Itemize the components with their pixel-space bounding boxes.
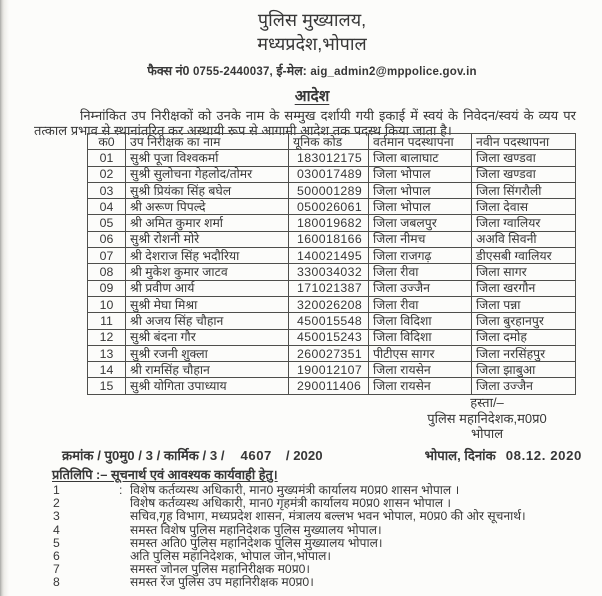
table-cell: सुश्री मेघा मिश्रा: [126, 296, 289, 312]
table-cell: सुश्री पूजा विश्वकर्मा: [126, 150, 289, 166]
table-cell: 14: [88, 362, 126, 378]
table-row: [88, 378, 576, 394]
table-cell: 183012175: [289, 150, 369, 166]
reference-row: [62, 446, 582, 464]
table-row: [88, 215, 576, 231]
table-cell: श्री मुकेश कुमार जाटव: [126, 264, 289, 280]
item-text: सचिव,गृह विभाग, मध्यप्रदेश शासन, मंत्रालय बल्लभ भवन भोपाल, म0प्र0 की ओर सूचनार्थ।: [130, 509, 526, 524]
table-cell: जिला भोपाल: [369, 166, 472, 182]
item-number: 8: [53, 575, 60, 590]
table-row: [88, 296, 576, 312]
table-row: [88, 280, 576, 296]
table-cell: जिला विदिशा: [369, 313, 472, 329]
item-text: विशेष कर्तव्यस्थ अधिकारी, मान0 मुख्यमंत्री कार्यालय म0प्र0 शासन भोपाल ।: [130, 483, 460, 497]
table-row: [88, 329, 576, 345]
table-cell: सुश्री प्रियंका सिंह बघेल: [126, 182, 289, 198]
item-number: 5: [53, 535, 60, 550]
reference-year: / 2020: [285, 448, 323, 463]
signed-label: हस्ता/–: [470, 395, 504, 410]
table-row: [88, 199, 576, 215]
order-paragraph: निम्नांकित उप निरीक्षकों को उनके नाम के सम्मुख दर्शायी गयी इकाई में स्वयं के निवेदन/स्वयं के व्यय पर तत्काल प्रभाव से स्थानांतरित कर अस्थायी रूप से आगामी आदेश तक पदस्थ किया जाता है।: [34, 108, 576, 138]
table-cell: जिला उज्जैन: [369, 280, 472, 296]
table-cell: 330034032: [289, 264, 369, 280]
table-cell: श्री प्रवीण आर्य: [126, 280, 289, 296]
table-cell: 04: [88, 199, 126, 215]
table-row: [88, 182, 576, 198]
copy-distribution-list: [0, 484, 602, 590]
table-cell: 08: [88, 264, 126, 280]
order-heading: आदेश: [294, 88, 330, 105]
list-item: [0, 537, 602, 550]
header-name: उप निरीक्षक का नाम: [126, 134, 289, 150]
table-cell: 260027351: [289, 345, 369, 361]
header-new-posting: नवीन पदस्थापना: [472, 134, 576, 150]
table-cell: जिला रायसेन: [369, 378, 472, 394]
fax-label: फैक्स नं0: [147, 64, 190, 78]
table-row: [88, 345, 576, 361]
table-cell: जिला खण्डवा: [472, 150, 576, 166]
item-number: 2: [53, 496, 60, 511]
table-cell: जिला सागर: [472, 264, 576, 280]
place-date-label: भोपाल, दिनांक: [424, 448, 496, 463]
fax-number: 0755-2440037,: [192, 66, 273, 78]
table-cell: 07: [88, 248, 126, 264]
signature-block: [392, 395, 582, 442]
table-cell: जिला देवास: [472, 199, 576, 215]
item-number: 7: [53, 562, 60, 577]
signatory-place: भोपाल: [470, 426, 504, 441]
table-cell: श्री अमित कुमार शर्मा: [126, 215, 289, 231]
table-row: [88, 166, 576, 182]
table-cell: 140021495: [289, 248, 369, 264]
table-cell: 160018166: [289, 231, 369, 247]
table-cell: जिला दमोह: [472, 329, 576, 345]
table-cell: जिला ग्वालियर: [472, 215, 576, 231]
transfer-table-body: [88, 150, 576, 394]
table-cell: 180019682: [289, 215, 369, 231]
table-cell: 450015243: [289, 329, 369, 345]
table-cell: अअवि सिवनी: [472, 231, 576, 247]
copy-section-heading: प्रतिलिपि :– सूचनार्थ एवं आवश्यक कार्यवाही हेतु।: [52, 467, 278, 482]
table-cell: जिला रायसेन: [369, 362, 472, 378]
item-colon: :: [119, 483, 123, 497]
table-cell: जिला रीवा: [369, 264, 472, 280]
table-cell: 030017489: [289, 166, 369, 182]
table-cell: सुश्री योगिता उपाध्याय: [126, 378, 289, 394]
table-row: [88, 150, 576, 166]
email-address: aig_admin2@mppolice.gov.in: [310, 66, 477, 78]
table-cell: सुश्री रजनी शुक्ला: [126, 345, 289, 361]
table-cell: 290011406: [289, 378, 369, 394]
table-row: [88, 248, 576, 264]
table-cell: श्री अरूण पिपल्दे: [126, 199, 289, 215]
item-text: समस्त विशेष पुलिस महानिदेशक पुलिस मुख्यालय भोपाल।: [130, 522, 382, 537]
item-text: समस्त रेंज पुलिस उप महानिरीक्षक म0प्र0।: [130, 575, 314, 590]
item-number: 6: [53, 548, 60, 563]
org-subtitle: मध्यप्रदेश,भोपाल: [257, 34, 367, 54]
table-cell: जिला सिंगरौली: [472, 182, 576, 198]
org-title: पुलिस मुख्यालय,: [257, 10, 367, 30]
table-cell: 500001289: [289, 182, 369, 198]
table-cell: 13: [88, 345, 126, 361]
item-text: समस्त जोनल पुलिस महानिरीक्षक म0प्र0।: [130, 562, 311, 577]
table-cell: 05: [88, 215, 126, 231]
list-item: [0, 576, 602, 589]
table-cell: जिला नरसिंहपुर: [472, 345, 576, 361]
email-label: ई-मेल:: [276, 64, 307, 78]
header-unique-code: यूनिक कोड: [289, 134, 369, 150]
table-cell: जिला खरगौन: [472, 280, 576, 296]
contact-line: [22, 62, 602, 79]
item-text: विशेष कर्तव्यस्थ अधिकारी, मान0 गृहमंत्री कार्यालय म0प्र0 शासन भोपाल ।: [130, 496, 452, 511]
header-current-posting: वर्तमान पदस्थापना: [369, 134, 472, 150]
list-item: [0, 510, 602, 523]
table-row: [88, 264, 576, 280]
table-cell: 050026061: [289, 199, 369, 215]
table-cell: जिला पन्ना: [472, 296, 576, 312]
table-cell: जिला विदिशा: [369, 329, 472, 345]
table-cell: 11: [88, 313, 126, 329]
table-cell: 12: [88, 329, 126, 345]
table-cell: पीटीएस सागर: [369, 345, 472, 361]
transfer-table: [87, 133, 576, 395]
table-cell: जिला राजगढ़: [369, 248, 472, 264]
table-cell: 15: [88, 378, 126, 394]
table-cell: जिला बुरहानपुर: [472, 313, 576, 329]
reference-number-text: क्रमांक / पु0मु0 / 3 / कार्मिक / 3 /: [62, 448, 225, 463]
table-cell: 450015548: [289, 313, 369, 329]
table-cell: जिला भोपाल: [369, 182, 472, 198]
table-cell: श्री देशराज सिंह भदौरिया: [126, 248, 289, 264]
reference-number: [62, 446, 323, 464]
table-row: [88, 231, 576, 247]
order-date: 08.12. 2020: [505, 448, 582, 463]
table-cell: 190012107: [289, 362, 369, 378]
table-cell: जिला उज्जैन: [472, 378, 576, 394]
table-cell: 01: [88, 150, 126, 166]
table-cell: सुश्री बंदना गौर: [126, 329, 289, 345]
table-cell: जिला जबलपुर: [369, 215, 472, 231]
item-text: अति पुलिस महानिदेशक, भोपाल जोन,भोपाल।: [130, 548, 331, 563]
table-cell: सुश्री सुलोचना गेहलोद/तोमर: [126, 166, 289, 182]
table-cell: जिला भोपाल: [369, 199, 472, 215]
table-cell: 320026208: [289, 296, 369, 312]
place-date: [425, 446, 582, 464]
table-cell: जिला बालाघाट: [369, 150, 472, 166]
table-row: [88, 362, 576, 378]
document-header: [22, 0, 602, 106]
item-number: 1: [53, 483, 60, 497]
table-header-row: [88, 134, 576, 150]
item-text: समस्त अति0 पुलिस महानिदेशक पुलिस मुख्यालय भोपाल।: [130, 535, 383, 550]
item-number: 4: [53, 522, 60, 537]
table-cell: 03: [88, 182, 126, 198]
table-row: [88, 313, 576, 329]
table-cell: 06: [88, 231, 126, 247]
signatory-designation: पुलिस महानिदेशक,म0प्र0: [427, 410, 547, 426]
table-cell: सुश्री रोशनी मोरे: [126, 231, 289, 247]
table-cell: 09: [88, 280, 126, 296]
table-cell: जिला नीमच: [369, 231, 472, 247]
list-item: [0, 524, 602, 537]
item-number: 3: [53, 509, 60, 524]
table-cell: जिला खण्डवा: [472, 166, 576, 182]
header-serial: क0: [88, 134, 126, 150]
table-cell: श्री रामसिंह चौहान: [126, 362, 289, 378]
table-cell: जिला झाबुआ: [472, 362, 576, 378]
table-cell: 10: [88, 296, 126, 312]
table-cell: 02: [88, 166, 126, 182]
table-cell: 171021387: [289, 280, 369, 296]
table-cell: जिला रीवा: [369, 296, 472, 312]
table-cell: डीएसबी ग्वालियर: [472, 248, 576, 264]
reference-serial: 4607: [240, 448, 272, 463]
table-cell: श्री अजय सिंह चौहान: [126, 313, 289, 329]
